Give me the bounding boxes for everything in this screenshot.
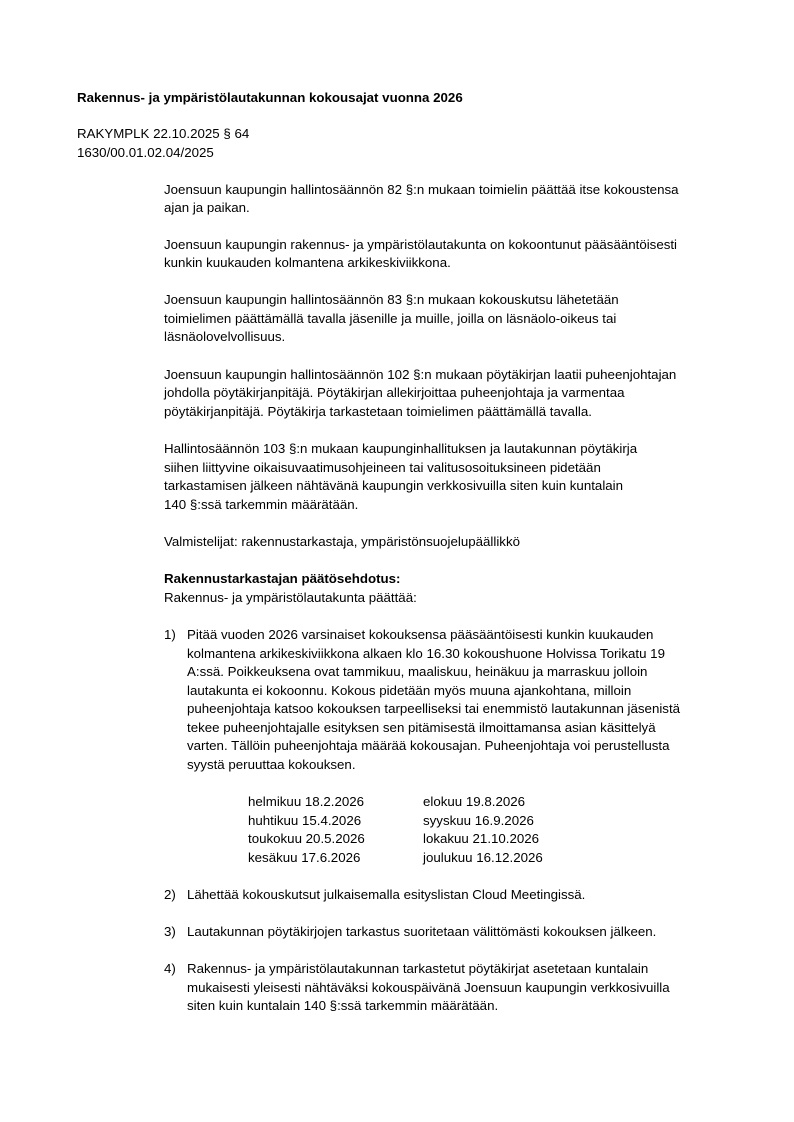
item-line: Rakennus- ja ympäristölautakunnan tarkastetut pöytäkirjat asetetaan kuntalain [187,961,649,976]
meeting-date: joulukuu 16.12.2026 [423,850,543,865]
item-number: 3) [164,924,176,939]
meeting-date: syyskuu 16.9.2026 [423,813,534,828]
item-line: tekee puheenjohtajalle esityksen sen pitämisestä ilmoittamansa asian käsittelyä [187,720,656,735]
meeting-date: elokuu 19.8.2026 [423,794,526,809]
item-line: varten. Tällöin puheenjohtaja määrää kokousajan. Puheenjohtaja voi perustellusta [187,738,670,753]
meeting-date: helmikuu 18.2.2026 [248,794,365,809]
paragraph-line: läsnäolovelvollisuus. [164,329,286,344]
proposal-heading: Rakennustarkastajan päätösehdotus: [164,571,401,586]
paragraph-line: kunkin kuukauden kolmantena arkikeskiviikkona. [164,255,451,270]
item-number: 1) [164,627,176,642]
paragraph-line: toimielimen päättämällä tavalla jäsenille ja muille, joilla on läsnäolo-oikeus tai [164,311,617,326]
item-line: Lähettää kokouskutsut julkaisemalla esityslistan Cloud Meetingissä. [187,887,586,902]
record-number: 1630/00.01.02.04/2025 [77,145,214,160]
item-line: kolmantena arkikeskiviikkona alkaen klo 16.30 kokoushuone Holvissa Torikatu 19 [187,646,665,661]
meeting-date: huhtikuu 15.4.2026 [248,813,362,828]
paragraph-line: pöytäkirjanpitäjä. Pöytäkirja tarkastetaan toimielimen päättämällä tavalla. [164,404,592,419]
paragraph-line: johdolla pöytäkirjanpitäjä. Pöytäkirjan allekirjoittaa puheenjohtaja ja varmentaa [164,385,625,400]
item-line: syystä peruuttaa kokouksen. [187,757,356,772]
item-line: mukaisesti yleisesti nähtäväksi kokouspäivänä Joensuun kaupungin verkkosivuilla [187,980,670,995]
preparers-line: Valmistelijat: rakennustarkastaja, ympäristönsuojelupäällikkö [164,534,520,549]
item-line: Pitää vuoden 2026 varsinaiset kokouksensa pääsääntöisesti kunkin kuukauden [187,627,654,642]
meeting-date: toukokuu 20.5.2026 [248,831,365,846]
item-number: 2) [164,887,176,902]
item-number: 4) [164,961,176,976]
paragraph-line: ajan ja paikan. [164,200,250,215]
paragraph-line: Joensuun kaupungin hallintosäännön 82 §:n mukaan toimielin päättää itse kokoustensa [164,182,679,197]
paragraph-line: Joensuun kaupungin hallintosäännön 102 §:n mukaan pöytäkirjan laatii puheenjohtajan [164,367,677,382]
paragraph-line: siihen liittyvine oikaisuvaatimusohjeineen tai valitusosoituksineen pidetään [164,460,601,475]
paragraph-line: Joensuun kaupungin rakennus- ja ympäristölautakunta on kokoontunut pääsääntöisesti [164,237,678,252]
paragraph-line: Joensuun kaupungin hallintosäännön 83 §:n mukaan kokouskutsu lähetetään [164,292,619,307]
paragraph-line: 140 §:ssä tarkemmin määrätään. [164,497,359,512]
paragraph-line: tarkastamisen jälkeen nähtävänä kaupungin verkkosivuilla siten kuin kuntalain [164,478,624,493]
meeting-date: lokakuu 21.10.2026 [423,831,540,846]
proposal-intro: Rakennus- ja ympäristölautakunta päättää: [164,590,417,605]
document-title: Rakennus- ja ympäristölautakunnan kokousajat vuonna 2026 [77,90,463,105]
item-line: siten kuin kuntalain 140 §:ssä tarkemmin määrätään. [187,998,499,1013]
meeting-date: kesäkuu 17.6.2026 [248,850,361,865]
meeting-reference: RAKYMPLK 22.10.2025 § 64 [77,126,250,141]
item-line: A:ssä. Poikkeuksena ovat tammikuu, maaliskuu, heinäkuu ja marraskuu jolloin [187,664,648,679]
paragraph-line: Hallintosäännön 103 §:n mukaan kaupunginhallituksen ja lautakunnan pöytäkirja [164,441,638,456]
item-line: puheenjohtaja katsoo kokouksen tarpeelliseksi tai enemmistö lautakunnan jäsenistä [187,701,681,716]
item-line: lautakunta ei kokoonnu. Kokous pidetään myös muuna ajankohtana, milloin [187,683,632,698]
item-line: Lautakunnan pöytäkirjojen tarkastus suoritetaan välittömästi kokouksen jälkeen. [187,924,657,939]
